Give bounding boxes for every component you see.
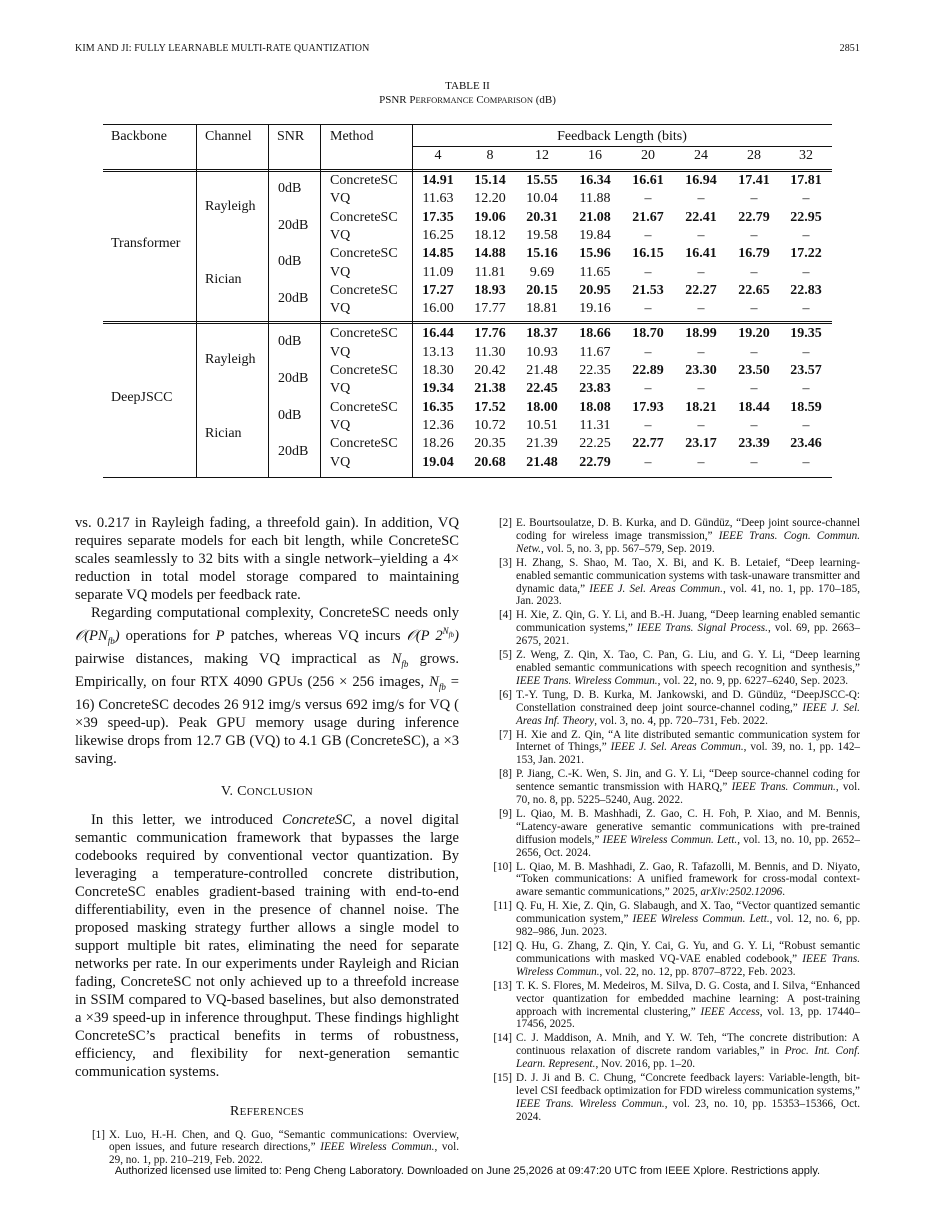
value-cell: 18.44 [738,399,770,415]
value-cell: 14.88 [474,246,506,262]
value-cell: 19.84 [579,227,611,243]
value-cell: 22.25 [579,436,611,452]
backbone-cell: DeepJSCC [111,389,173,405]
value-cell: 21.39 [526,436,558,452]
paragraph: vs. 0.217 in Rayleigh fading, a threefold gain). In addition, VQ requires separate models for each bit length, while ConcreteSC scales seamlessly to 32 bits with a single network–yielding a 4× reduction in total model storage compared to maintaining separate VQ models per feedback rate. [75,515,459,603]
value-cell: – [802,344,810,360]
value-cell: 15.96 [579,246,611,262]
table-group-rule-2 [103,323,832,324]
value-cell: 16.61 [632,173,664,188]
value-cell: 17.35 [422,209,454,225]
value-cell: 18.12 [474,227,506,243]
reference-venue: Proc. Int. Conf. Learn. Represent. [516,1045,860,1071]
reference-venue: IEEE Trans. Signal Process. [636,622,768,635]
value-cell: – [802,454,810,470]
method-cell: ConcreteSC [330,399,398,415]
value-cell: 22.65 [738,282,770,298]
col-header-bits: 28 [747,148,761,163]
running-title: KIM AND JI: FULLY LEARNABLE MULTI-RATE QUANTIZATION [75,43,370,54]
reference-venue: IEEE Trans. Wireless Commun. [516,1097,665,1110]
col-header-bits: 16 [588,148,602,163]
reference-venue: IEEE Wireless Commun. [320,1141,435,1154]
reference-text: D. J. Ji and B. C. Chung, “Concrete feedback layers: Variable-length, bit-level CSI feedback optimization for FDD wireless communication systems,” [516,1072,860,1097]
value-cell: 19.34 [422,381,454,397]
snr-cell: 20dB [278,217,309,233]
reference-text: Z. Weng, Z. Qin, X. Tao, C. Pan, G. Liu, and G. Y. Li, “Deep learning enabled semantic communications with speech recognition and synthesis,” [516,649,860,674]
value-cell: 11.30 [474,344,506,360]
value-cell: 12.36 [422,417,454,433]
reference-item [482,980,860,1032]
value-cell: 15.55 [526,173,558,188]
reference-item [482,517,860,556]
reference-text: H. Zhang, S. Shao, M. Tao, X. Bi, and K. B. Letaief, “Deep learning-enabled semantic communication systems with task-unaware transmitter and dynamic data,” [516,556,860,595]
value-cell: 11.65 [579,264,611,280]
value-cell: 19.16 [579,301,611,317]
value-cell: 22.41 [685,209,717,225]
method-cell: ConcreteSC [330,209,398,225]
value-cell: – [697,227,705,243]
value-cell: 17.41 [738,173,770,188]
value-cell: 16.00 [422,301,454,317]
page-number: 2851 [839,43,860,54]
reference-tail: , vol. 39, no. 1, pp. 142–153, Jan. 2021. [516,741,861,767]
reference-number: [13] [493,979,512,992]
value-cell: 17.77 [474,301,506,317]
value-cell: – [697,344,705,360]
method-cell: ConcreteSC [330,436,398,452]
value-cell: 21.67 [632,209,664,225]
references-list-right [482,517,860,1125]
value-cell: 21.48 [526,454,558,470]
value-cell: 16.35 [422,399,454,415]
col-header-method: Method [330,129,374,144]
table-vrule [268,124,269,477]
references-list-left [75,1129,459,1168]
value-cell: – [697,417,705,433]
value-cell: 19.06 [474,209,506,225]
method-cell: VQ [330,417,351,433]
value-cell: 18.30 [422,363,454,378]
channel-cell: Rician [205,425,242,441]
value-cell: 14.91 [422,173,454,188]
value-cell: 18.99 [685,326,717,342]
value-cell: 11.81 [474,264,506,280]
value-cell: 22.27 [685,282,717,298]
method-cell: VQ [330,264,351,280]
value-cell: – [644,227,652,243]
value-cell: 18.70 [632,326,664,342]
reference-tail: , vol. 13, pp. 17440–17456, 2025. [516,1005,861,1031]
value-cell: 20.95 [579,282,611,298]
value-cell: 11.67 [579,344,611,360]
reference-number: [8] [498,768,512,781]
col-header-bits: 32 [799,148,813,163]
value-cell: 18.37 [526,326,558,342]
reference-text: Q. Hu, G. Zhang, Z. Qin, Y. Cai, G. Yu, and G. Y. Li, “Robust semantic communications with masked VQ-VAE enabled codebook,” [516,940,860,965]
value-cell: 17.76 [474,326,506,342]
value-cell: – [697,301,705,317]
reference-number: [14] [493,1032,512,1045]
left-column [75,514,459,1168]
value-cell: – [644,264,652,280]
value-cell: 16.94 [685,173,717,188]
reference-tail: , vol. 22, no. 9, pp. 6227–6240, Sep. 2023. [657,674,849,687]
reference-text: H. Xie, Z. Qin, G. Y. Li, and B.-H. Juang, “Deep learning enabled semantic communication systems,” [516,609,860,635]
value-cell: 16.44 [422,326,454,342]
reference-tail: , vol. 69, pp. 2663–2675, 2021. [516,622,860,648]
value-cell: 13.13 [422,344,454,360]
reference-tail: , vol. 5, no. 3, pp. 567–579, Sep. 2019. [540,542,715,555]
reference-number: [12] [493,940,512,952]
paragraph-complexity: Regarding computational complexity, ConcreteSC needs only $𝒪(PN_{fb})$ operations for P patches, whereas VQ incurs 𝒪(P $2^{N_{fb}}$) pairwise distances, making VQ impractical as $N_{fb}$ grows. Empirically, on four RTX 4090 GPUs (256 × 256 images, $N_{fb} = 16$) ConcreteSC decodes 26 912 img/s versus 692 img/s for VQ ( ×39 speed-up). Peak GPU memory usage during inference likewise drops from 12.7 GB (VQ) to 4.1 GB (ConcreteSC), a ×3 saving. [75,605,459,767]
snr-cell: 20dB [278,290,309,306]
value-cell: – [644,381,652,397]
method-cell: VQ [330,301,351,317]
col-header-bits: 8 [486,148,494,163]
snr-cell: 0dB [278,181,302,196]
snr-cell: 0dB [278,407,302,423]
value-cell: 17.52 [474,399,506,415]
value-cell: 23.39 [738,436,770,452]
table-caption: PSNR PERFORMANCE COMPARISON (dB) [379,94,556,106]
value-cell: 17.93 [632,399,664,415]
reference-item [482,808,860,860]
col-header-bits: 4 [434,148,442,163]
method-cell: VQ [330,381,351,397]
value-cell: 20.42 [474,363,506,378]
value-cell: – [750,454,758,470]
value-cell: 17.81 [790,173,822,188]
value-cell: 18.26 [422,436,454,452]
reference-tail: , vol. 22, no. 12, pp. 8707–8722, Feb. 2023. [599,965,796,978]
paragraph-conclusion: In this letter, we introduced ConcreteSC, a novel digital semantic communication framework that bypasses the large codebooks required by conventional vector quantization. By leveraging a temperature-controlled concrete distribution, ConcreteSC enables gradient-based training with end-to-end differentiability, even in the presence of channel noise. The proposed masking strategy further allows a single model to support multiple bit rates, eliminating the need for separate networks per rate. In our experiments under Rayleigh and Rician fading, ConcreteSC not only achieved up to a threefold increase in SSIM compared to VQ-based baselines, but also demonstrated a ×39 speed-up in inference throughput. These findings highlight ConcreteSC’s practical benefits in terms of robustness, efficiency, and flexibility for next-generation semantic communication systems. [75,811,459,1080]
value-cell: 11.63 [422,191,454,207]
method-cell: ConcreteSC [330,363,398,378]
col-header-feedback: Feedback Length (bits) [557,129,687,144]
value-cell: 11.31 [579,417,611,433]
value-cell: 22.79 [738,209,770,225]
value-cell: – [802,191,810,207]
channel-cell: Rician [205,272,242,288]
value-cell: 19.58 [526,227,558,243]
value-cell: 15.14 [474,173,506,188]
value-cell: 23.57 [790,363,822,378]
table-vrule [320,124,321,477]
reference-venue: IEEE J. Sel. Areas Inf. Theory [516,701,860,727]
value-cell: 18.81 [526,301,558,317]
value-cell: 15.16 [526,246,558,262]
col-header-bits: 24 [694,148,708,163]
value-cell: 22.77 [632,436,664,452]
value-cell: 11.09 [422,264,454,280]
reference-tail: , vol. 23, no. 10, pp. 15353–15366, Oct. 2024. [516,1097,860,1123]
value-cell: 9.69 [529,264,555,280]
value-cell: 19.04 [422,454,454,470]
value-cell: 23.30 [685,363,717,378]
reference-text: H. Xie and Z. Qin, “A lite distributed semantic communication system for Internet of Things,” [516,728,860,754]
value-cell: – [644,344,652,360]
reference-text: C. J. Maddison, A. Mnih, and Y. W. Teh, “The concrete distribution: A continuous relaxation of discrete random variables,” in [516,1032,860,1058]
reference-text: L. Qiao, M. B. Mashhadi, Z. Gao, C. H. Foh, P. Xiao, and M. Bennis, “Latency-aware generative semantic communications with pre-trained diffusion models,” [516,807,860,846]
table-feedback-rule [412,146,832,147]
value-cell: 16.25 [422,227,454,243]
value-cell: 18.66 [579,326,611,342]
value-cell: – [802,264,810,280]
value-cell: 23.17 [685,436,717,452]
value-cell: – [697,454,705,470]
value-cell: 10.04 [526,191,558,207]
reference-text: T. K. S. Flores, M. Medeiros, M. Silva, D. G. Costa, and I. Silva, “Enhanced vector quantization for embedded machine learning: A post-training approach with incremental clustering,” [516,979,860,1018]
value-cell: 22.79 [579,454,611,470]
reference-item [482,649,860,688]
section-heading-conclusion: V. CONCLUSION [220,783,314,799]
reference-tail: , vol. 13, no. 10, pp. 2652–2656, Oct. 2024. [516,833,861,859]
references-heading: REFERENCES [229,1103,305,1119]
value-cell: 22.35 [579,363,611,378]
reference-venue: IEEE Trans. Wireless Commun. [516,674,658,687]
value-cell: – [750,344,758,360]
value-cell: 19.20 [738,326,770,342]
value-cell: – [750,227,758,243]
value-cell: 10.72 [474,417,506,433]
reference-item [75,1129,459,1168]
value-cell: 22.89 [632,363,664,378]
value-cell: 10.93 [526,344,558,360]
reference-venue: IEEE J. Sel. Areas Commun. [589,582,723,595]
reference-tail: , vol. 29, no. 1, pp. 210–219, Feb. 2022. [109,1141,459,1167]
reference-number: [10] [493,860,512,873]
value-cell: 20.68 [474,454,506,470]
reference-number: [5] [498,649,512,662]
value-cell: 16.41 [685,246,717,262]
reference-text: E. Bourtsoulatze, D. B. Kurka, and D. Gündüz, “Deep joint source-channel coding for wireless image transmission,” [516,517,860,542]
value-cell: – [697,264,705,280]
reference-tail: , vol. 70, no. 8, pp. 5225–5240, Aug. 2022. [516,781,861,807]
value-cell: – [802,417,810,433]
table-vrule [196,124,197,477]
value-cell: 18.93 [474,282,506,298]
reference-number: [7] [498,728,512,741]
reference-number: [11] [493,900,512,913]
snr-cell: 20dB [278,371,309,386]
value-cell: – [644,417,652,433]
value-cell: – [802,227,810,243]
table-group-rule [103,321,832,322]
reference-item [482,609,860,648]
reference-item [482,1032,860,1071]
table-top-rule [103,124,832,125]
snr-cell: 0dB [278,334,302,350]
value-cell: 23.50 [738,363,770,378]
reference-text: X. Luo, H.-H. Chen, and Q. Guo, “Semantic communications: Overview, open issues, and future research directions,” [109,1128,459,1154]
value-cell: 22.95 [790,209,822,225]
value-cell: 23.46 [790,436,822,452]
value-cell: 14.85 [422,246,454,262]
value-cell: – [644,191,652,207]
reference-tail: . [782,886,786,899]
reference-number: [15] [493,1072,512,1085]
col-header-bits: 20 [641,148,655,163]
value-cell: – [697,381,705,397]
method-cell: VQ [330,227,351,243]
value-cell: 19.35 [790,326,822,342]
col-header-channel: Channel [205,129,252,144]
reference-text: L. Qiao, M. B. Mashhadi, Z. Gao, R. Tafazolli, M. Bennis, and D. Niyato, “Token communications: A unified framework for cross-modal context-aware semantic communications,” 2025, [516,860,860,899]
method-cell: VQ [330,454,351,470]
value-cell: 17.27 [422,282,454,298]
reference-tail: , vol. 41, no. 1, pp. 170–185, Jan. 2023. [516,582,860,608]
value-cell: – [697,191,705,207]
channel-cell: Rayleigh [205,199,256,214]
table-bottom-rule [103,477,832,478]
value-cell: – [750,381,758,397]
reference-item [482,900,860,939]
value-cell: 21.38 [474,381,506,397]
reference-number: [3] [498,556,512,569]
value-cell: – [644,301,652,317]
reference-item [482,861,860,900]
method-cell: ConcreteSC [330,246,398,262]
backbone-cell: Transformer [111,236,181,252]
license-footer: Authorized licensed use limited to: Peng Cheng Laboratory. Downloaded on June 25,2026 at 09:47:20 UTC from IEEE Xplore. Restrictions apply. [114,1165,821,1177]
reference-item [482,557,860,609]
value-cell: 11.88 [579,191,611,207]
reference-item [482,768,860,807]
reference-item [482,689,860,728]
reference-number: [6] [498,688,512,701]
snr-cell: 20dB [278,444,309,460]
value-cell: 12.20 [474,191,506,207]
value-cell: 20.15 [526,282,558,298]
value-cell: 16.79 [738,246,770,262]
value-cell: 20.31 [526,209,558,225]
value-cell: 16.15 [632,246,664,262]
value-cell: 18.08 [579,399,611,415]
table-label: TABLE II [445,80,490,92]
value-cell: 18.00 [526,399,558,415]
table-header-rule-2 [103,171,832,172]
method-cell: ConcreteSC [330,326,398,342]
value-cell: – [750,264,758,280]
reference-text: T.-Y. Tung, D. B. Kurka, M. Jankowski, and D. Gündüz, “DeepJSCC-Q: Constellation constrained deep joint source-channel coding,” [516,688,860,714]
reference-text: P. Jiang, C.-K. Wen, S. Jin, and G. Y. Li, “Deep source-channel coding for sentence semantic transmission with HARQ,” [516,768,860,794]
value-cell: – [750,191,758,207]
col-header-backbone: Backbone [111,129,167,144]
method-cell: VQ [330,191,351,207]
reference-item [482,729,860,768]
value-cell: 23.83 [579,381,611,397]
value-cell: 21.08 [579,209,611,225]
value-cell: – [750,301,758,317]
value-cell: – [644,454,652,470]
method-cell: ConcreteSC [330,173,398,188]
table-vrule [412,124,413,477]
reference-venue: IEEE J. Sel. Areas Commun. [610,741,744,754]
value-cell: 22.45 [526,381,558,397]
reference-item [482,940,860,979]
reference-tail: , vol. 12, no. 6, pp. 982–986, Jun. 2023. [516,913,861,939]
reference-venue: IEEE Trans. Wireless Commun. [516,952,860,978]
method-cell: VQ [330,344,351,360]
snr-cell: 0dB [278,254,302,270]
value-cell: 17.22 [790,246,822,262]
reference-number: [1] [91,1128,105,1141]
value-cell: 21.53 [632,282,664,298]
value-cell: 18.21 [685,399,717,415]
reference-tail: , vol. 3, no. 4, pp. 720–731, Feb. 2022. [594,714,768,727]
method-cell: ConcreteSC [330,282,398,298]
reference-venue: IEEE Access [700,1005,760,1018]
channel-cell: Rayleigh [205,352,256,368]
value-cell: – [802,381,810,397]
reference-text: Q. Fu, H. Xie, Z. Qin, G. Slabaugh, and X. Tao, “Vector quantized semantic communication system,” [516,900,860,926]
reference-number: [4] [498,609,512,622]
reference-venue: IEEE Wireless Commun. Lett. [632,913,770,926]
value-cell: 20.35 [474,436,506,452]
reference-number: [2] [498,517,512,529]
col-header-bits: 12 [535,148,549,163]
col-header-snr: SNR [277,129,305,144]
reference-item [482,1072,860,1124]
value-cell: 22.83 [790,282,822,298]
value-cell: 16.34 [579,173,611,188]
reference-number: [9] [498,807,512,820]
value-cell: 18.59 [790,399,822,415]
value-cell: 10.51 [526,417,558,433]
value-cell: – [750,417,758,433]
value-cell: – [802,301,810,317]
reference-tail: , Nov. 2016, pp. 1–20. [595,1058,696,1071]
reference-venue: arXiv:2502.12096 [700,886,783,899]
reference-venue: IEEE Wireless Commun. Lett. [602,833,738,846]
table-header-rule [103,169,832,170]
value-cell: 21.48 [526,363,558,378]
reference-venue: IEEE Trans. Cogn. Commun. Netw. [516,529,860,555]
reference-venue: IEEE Trans. Commun. [731,781,836,794]
